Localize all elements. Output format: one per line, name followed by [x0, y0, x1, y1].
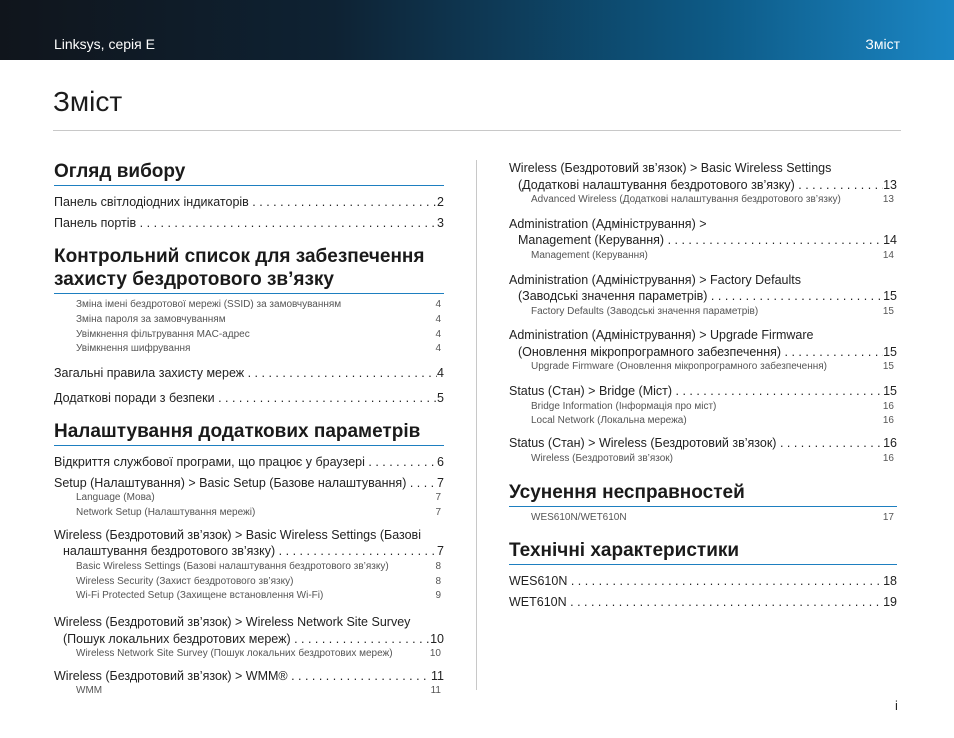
toc-subentry[interactable]	[509, 414, 897, 429]
column-divider	[476, 160, 477, 690]
toc-entry[interactable]	[509, 288, 897, 305]
toc-subentry-text: Management (Керування)	[531, 249, 648, 261]
toc-subentry-page: 4	[435, 328, 441, 340]
toc-subentry-page: 7	[435, 506, 441, 518]
toc-subentry-text: Factory Defaults (Заводські значення параметрів)	[531, 305, 759, 317]
toc-subentry-text: WES610N/WET610N	[531, 511, 627, 523]
header-product-name: Linksys, серія E	[54, 36, 155, 52]
toc-entry-page: 19	[883, 594, 897, 609]
toc-entry[interactable]	[54, 631, 444, 648]
section-heading-troubleshooting: Усунення несправностей	[509, 481, 897, 507]
toc-subentry[interactable]	[54, 313, 444, 328]
toc-subentry-text: Wireless (Бездротовий зв’язок)	[531, 452, 674, 464]
toc-entry-text: Status (Стан) > Wireless (Бездротовий зв’язок) . . .	[509, 435, 883, 452]
toc-entry-text: WES610N . . .	[509, 573, 883, 590]
toc-entry-page: 13	[883, 177, 897, 192]
toc-entry-text: Відкриття службової програми, що працює у браузері . . .	[54, 454, 437, 471]
toc-subentry[interactable]	[509, 452, 897, 467]
toc-entry-text: (Оновлення мікропрограмного забезпечення) . . .	[518, 344, 883, 361]
toc-subentry-page: 10	[429, 648, 441, 660]
toc-entry[interactable]	[509, 573, 897, 590]
toc-subentry-page: 8	[435, 575, 441, 587]
toc-entry-page: 15	[883, 384, 897, 399]
toc-entry-page: 6	[437, 455, 444, 470]
toc-entry-text: Management (Керування) . . .	[518, 232, 883, 249]
title-divider	[53, 130, 901, 131]
toc-entry-page: 3	[437, 215, 444, 230]
toc-entry-text: налаштування бездротового зв’язку) . . .	[63, 543, 437, 560]
toc-entry-text: Панель світлодіодних індикаторів . . .	[54, 194, 437, 211]
toc-entry[interactable]	[509, 435, 897, 452]
toc-entry-page: 18	[883, 574, 897, 589]
toc-entry[interactable]	[54, 475, 444, 492]
toc-subentry[interactable]	[54, 589, 444, 604]
toc-subentry-page: 16	[882, 452, 894, 464]
toc-subentry[interactable]	[54, 328, 444, 343]
toc-subentry-page: 9	[435, 590, 441, 602]
toc-subentry-text: Wireless Security (Захист бездротового зв’язку)	[76, 575, 294, 587]
toc-entry[interactable]	[54, 454, 444, 471]
toc-subentry-page: 4	[435, 313, 441, 325]
toc-entry-page: 4	[437, 366, 444, 381]
toc-entry-text: Setup (Налаштування) > Basic Setup (Базове налаштування) . . .	[54, 475, 437, 492]
toc-subentry-page: 15	[882, 361, 894, 373]
toc-entry[interactable]	[509, 344, 897, 361]
toc-subentry-page: 13	[882, 194, 894, 205]
toc-subentry-text: Увімкнення фільтрування MAC-адрес	[76, 328, 250, 340]
toc-subentry[interactable]	[54, 506, 444, 521]
toc-entry[interactable]	[54, 390, 444, 407]
toc-subentry-text: Зміна пароля за замовчуванням	[76, 313, 226, 325]
toc-subentry-text: Зміна імені бездротової мережі (SSID) за замовчуванням	[76, 299, 342, 310]
toc-subentry-text: Увімкнення шифрування	[76, 343, 191, 355]
toc-subentry[interactable]	[54, 647, 444, 662]
toc-subentry-text: Basic Wireless Settings (Базові налаштування бездротового зв’язку)	[76, 560, 389, 572]
toc-entry-line[interactable]: Wireless (Бездротовий зв’язок) > Basic Wireless Settings (Базові	[54, 527, 421, 542]
toc-subentry-page: 16	[882, 415, 894, 427]
toc-subentry-text: Advanced Wireless (Додаткові налаштування бездротового зв’язку)	[531, 194, 841, 205]
toc-entry-page: 5	[437, 390, 444, 405]
toc-entry[interactable]	[509, 177, 897, 194]
toc-entry-page: 10	[430, 631, 444, 646]
toc-entry-text: (Додаткові налаштування бездротового зв’язку) . . .	[518, 177, 883, 194]
toc-subentry[interactable]	[54, 342, 444, 357]
toc-entry-text: WET610N . . .	[509, 594, 883, 611]
toc-subentry[interactable]	[509, 400, 897, 415]
toc-subentry-page: 4	[435, 299, 441, 310]
toc-entry[interactable]	[509, 232, 897, 249]
section-heading-overview: Огляд вибору	[54, 160, 444, 186]
toc-right-column	[509, 160, 897, 610]
toc-subentry-page: 4	[435, 343, 441, 355]
toc-subentry[interactable]	[509, 305, 897, 320]
toc-subentry-page: 16	[882, 400, 894, 412]
toc-entry-page: 2	[437, 195, 444, 209]
toc-entry-page: 11	[431, 668, 444, 683]
toc-entry-page: 15	[883, 344, 897, 359]
toc-entry-line[interactable]: Wireless (Бездротовий зв’язок) > Basic Wireless Settings	[509, 161, 832, 175]
toc-subentry-text: Wi-Fi Protected Setup (Захищене встановлення Wi-Fi)	[76, 590, 324, 602]
toc-left-column	[54, 160, 444, 699]
toc-entry[interactable]	[509, 383, 897, 400]
section-heading-advanced-settings: Налаштування додаткових параметрів	[54, 420, 444, 446]
toc-subentry-text: WMM	[76, 685, 103, 697]
toc-entry-text: Wireless (Бездротовий зв’язок) > WMM® . . .	[54, 668, 431, 685]
toc-entry[interactable]	[54, 365, 444, 382]
toc-entry-text: Status (Стан) > Bridge (Міст) . . .	[509, 383, 883, 400]
toc-entry-line[interactable]: Wireless (Бездротовий зв’язок) > Wireless Network Site Survey	[54, 615, 411, 630]
toc-entry[interactable]	[54, 194, 444, 211]
toc-entry-line[interactable]: Administration (Адміністрування) > Upgrade Firmware	[509, 328, 814, 343]
toc-entry-line[interactable]: Administration (Адміністрування) > Factory Defaults	[509, 272, 801, 287]
toc-entry-page: 7	[437, 475, 444, 490]
toc-subentry[interactable]	[54, 575, 444, 590]
toc-entry-page: 15	[883, 289, 897, 304]
toc-subentry-text: Local Network (Локальна мережа)	[531, 415, 687, 427]
section-heading-security-checklist	[54, 245, 444, 294]
toc-entry-text: Панель портів . . .	[54, 215, 437, 232]
toc-entry-text: (Пошук локальних бездротових мереж) . . .	[63, 631, 430, 648]
toc-entry-page: 16	[883, 436, 897, 451]
toc-subentry[interactable]	[54, 560, 444, 575]
toc-subentry[interactable]	[509, 249, 897, 264]
toc-subentry-page: 14	[882, 249, 894, 261]
toc-subentry-text: Wireless Network Site Survey (Пошук локальних бездротових мереж)	[76, 648, 393, 660]
toc-entry-text: (Заводські значення параметрів) . . .	[518, 288, 883, 305]
toc-entry-text: Загальні правила захисту мереж . . .	[54, 365, 437, 382]
toc-subentry[interactable]	[54, 684, 444, 699]
toc-entry-page: 14	[883, 233, 897, 248]
header-section-name: Зміст	[865, 36, 900, 52]
toc-entry[interactable]	[54, 668, 444, 685]
section-heading-line: Контрольний список для забезпечення	[54, 246, 425, 267]
toc-subentry-text: Bridge Information (Інформація про міст)	[531, 400, 717, 412]
section-heading-specifications: Технічні характеристики	[509, 539, 897, 565]
page-number: i	[895, 698, 898, 713]
toc-subentry[interactable]	[509, 511, 897, 526]
toc-subentry-text: Network Setup (Налаштування мережі)	[76, 506, 256, 518]
toc-subentry-text: Upgrade Firmware (Оновлення мікропрограмного забезпечення)	[531, 361, 828, 373]
toc-entry[interactable]	[54, 543, 444, 560]
toc-subentry-page: 11	[430, 685, 441, 697]
toc-entry-page: 7	[437, 544, 444, 559]
section-heading-line: захисту бездротового зв’язку	[54, 269, 334, 290]
toc-entry-text: Додаткові поради з безпеки . . .	[54, 390, 437, 407]
toc-subentry[interactable]	[54, 491, 444, 506]
toc-subentry-page: 15	[882, 305, 894, 317]
toc-subentry[interactable]	[54, 298, 444, 313]
toc-subentry[interactable]	[509, 360, 897, 375]
toc-subentry-page: 7	[435, 492, 441, 504]
toc-entry-line[interactable]: Administration (Адміністрування) >	[509, 216, 707, 231]
toc-subentry-text: Language (Мова)	[76, 492, 155, 504]
page-header-bar	[0, 0, 954, 60]
toc-entry[interactable]	[509, 594, 897, 611]
page-title: Зміст	[53, 86, 123, 117]
toc-entry[interactable]	[54, 215, 444, 232]
toc-subentry-page: 8	[435, 560, 441, 572]
toc-subentry-page: 17	[882, 511, 894, 523]
toc-subentry[interactable]	[509, 193, 897, 208]
